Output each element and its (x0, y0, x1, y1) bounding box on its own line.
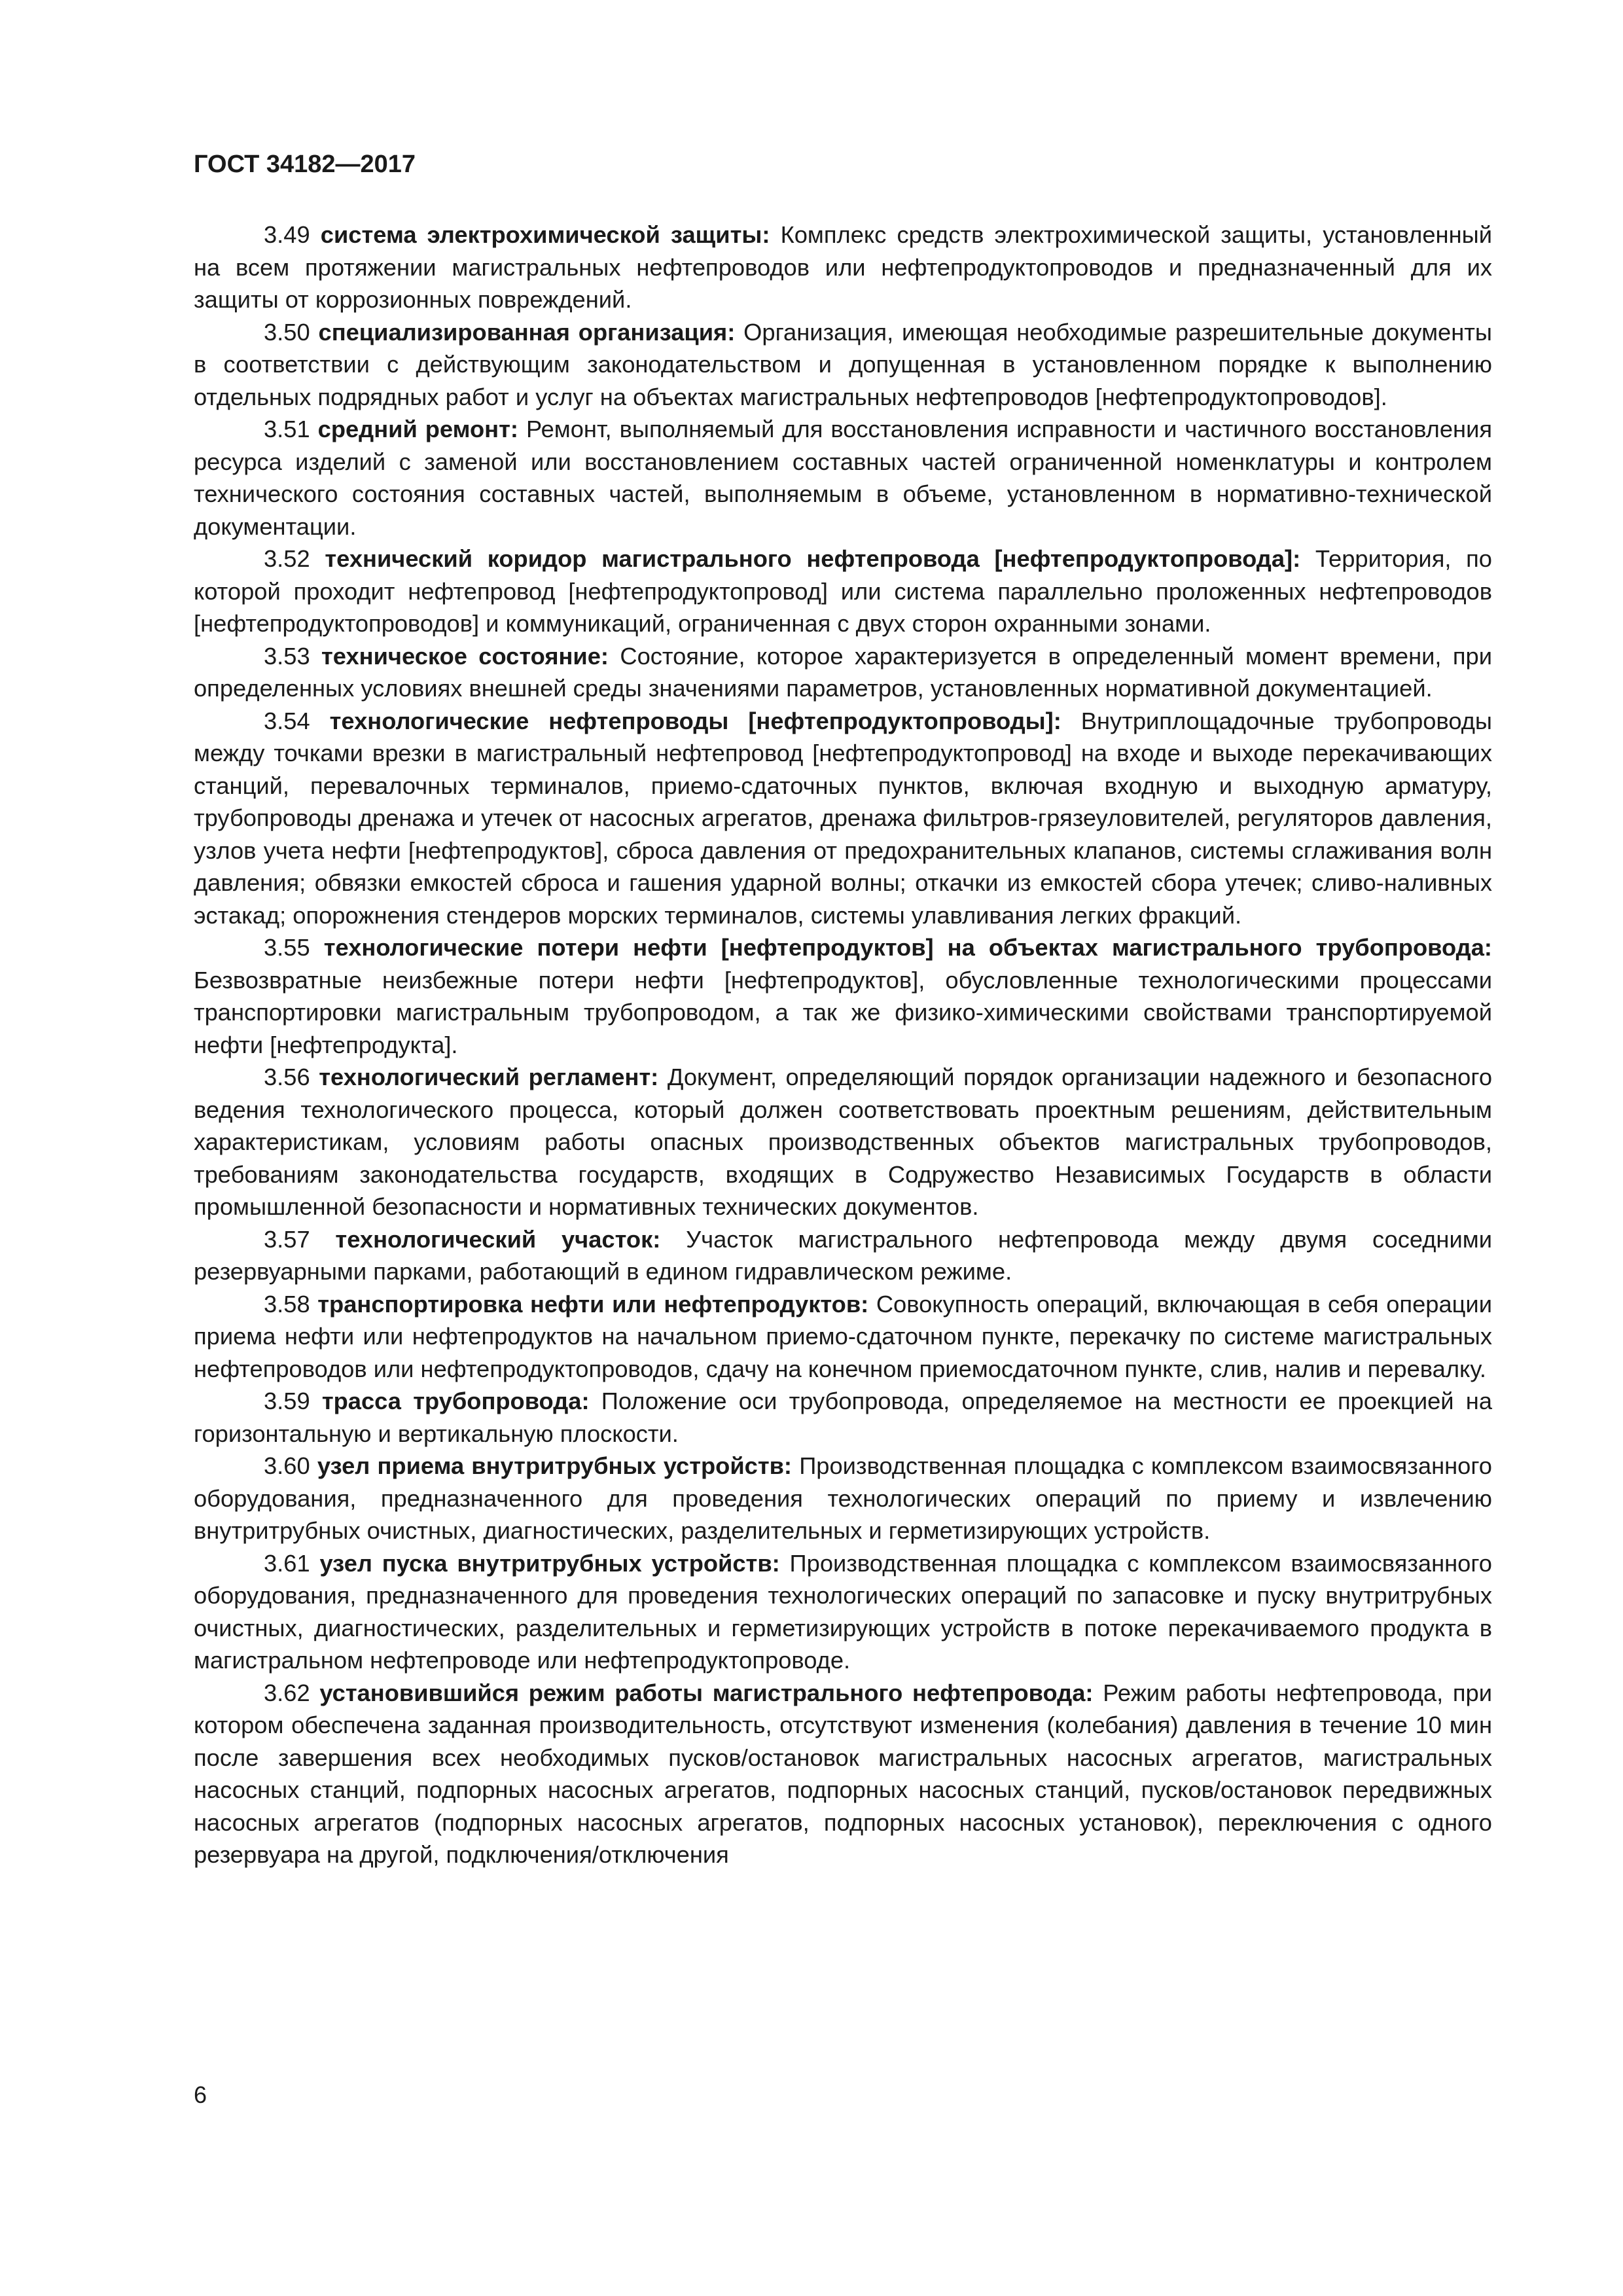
entry-text: Состояние, которое характеризуется в определенный момент времени, при определенных условиях внешней среды значениями параметров, установленных нормативной документацией. (194, 642, 1492, 702)
entry-number: 3.61 (264, 1549, 310, 1577)
entry-term: специализированная организация: (318, 318, 736, 346)
entry-term: технический коридор магистрального нефтепровода [нефтепродуктопровода]: (325, 545, 1301, 572)
definition-entry (194, 316, 1492, 414)
entry-text: Производственная площадка с комплексом взаимосвязанного оборудования, предназначенного для проведения технологических операций по приему и извлечению внутритрубных очистных, диагностических, разделительных и герметизирующих устройств. (194, 1452, 1492, 1544)
entry-number: 3.57 (264, 1225, 310, 1253)
standard-header: ГОСТ 34182—2017 (194, 151, 416, 178)
entry-term: технологический регламент: (319, 1064, 659, 1090)
definition-entry (194, 1450, 1492, 1547)
definition-entry (194, 1677, 1492, 1871)
definition-entry (194, 640, 1492, 705)
entry-term: технологические нефтепроводы [нефтепродуктопроводы]: (329, 707, 1061, 734)
entry-number: 3.50 (264, 318, 310, 346)
entry-number: 3.55 (264, 934, 310, 961)
entry-text: Участок магистрального нефтепровода между двумя соседними резервуарными парками, работающий в едином гидравлическом режиме. (194, 1225, 1492, 1285)
entry-text: Положение оси трубопровода, определяемое на местности ее проекцией на горизонтальную и вертикальную плоскости. (194, 1388, 1493, 1447)
entry-text: Документ, определяющий порядок организации надежного и безопасного ведения технологического процесса, который должен соответствовать проектным решениям, действительным характеристикам, условиям работы опасных производственных объектов магистральных трубопроводов, требованиям законодательства государств, входящих в Содружество Независимых Государств в области промышленной безопасности и нормативных технических документов. (194, 1064, 1492, 1220)
page-number: 6 (194, 2081, 207, 2108)
entry-text: Ремонт, выполняемый для восстановления исправности и частичного восстановления ресурса изделий с заменой или восстановлением составных частей ограниченной номенклатуры и контролем технического состояния составных частей, выполняемым в объеме, установленном в нормативно-технической документации. (194, 416, 1492, 540)
definition-entry (194, 543, 1492, 640)
definition-entry (194, 1288, 1492, 1386)
definition-entry (194, 705, 1492, 932)
entry-text: Производственная площадка с комплексом взаимосвязанного оборудования, предназначенного для проведения технологических операций по запасовке и пуску внутритрубных очистных, диагностических, разделительных и герметизирующих устройств в потоке перекачиваемого продукта в магистральном нефтепроводе или нефтепродуктопроводе. (194, 1549, 1492, 1674)
entry-text: Режим работы нефтепровода, при котором обеспечена заданная производительность, отсутствуют изменения (колебания) давления в течение 10 мин после завершения всех необходимых пусков/остановок магистральных насосных агрегатов, магистральных насосных станций, подпорных насосных агрегатов, подпорных насосных станций, пусков/остановок передвижных насосных агрегатов (подпорных насосных агрегатов, подпорных насосных установок), переключения с одного резервуара на другой, подключения/отключения (194, 1679, 1493, 1868)
entry-term: транспортировка нефти или нефтепродуктов: (317, 1290, 869, 1318)
entry-term: трасса трубопровода: (321, 1388, 590, 1414)
entry-text: Организация, имеющая необходимые разрешительные документы в соответствии с действующим законодательством и допущенная в установленном порядке к выполнению отдельных подрядных работ и услуг на объектах магистральных нефтепроводов [нефтепродуктопроводов]. (194, 318, 1492, 410)
entry-text: Территория, по которой проходит нефтепровод [нефтепродуктопровод] или система параллельно проложенных нефтепроводов [нефтепродуктопроводов] и коммуникаций, ограниченная с двух сторон охранными зонами. (194, 545, 1492, 637)
entry-number: 3.62 (264, 1679, 310, 1706)
definition-entry (194, 413, 1492, 543)
entry-number: 3.58 (264, 1290, 310, 1318)
entry-term: система электрохимической защиты: (320, 221, 770, 248)
entry-text: Комплекс средств электрохимической защиты, установленный на всем протяжении магистральных нефтепроводов или нефтепродуктопроводов и предназначенный для их защиты от коррозионных повреждений. (194, 221, 1492, 313)
entry-number: 3.49 (264, 221, 310, 248)
entry-term: узел пуска внутритрубных устройств: (319, 1549, 780, 1577)
entry-number: 3.52 (264, 545, 310, 572)
entry-number: 3.53 (264, 642, 310, 670)
entry-term: узел приема внутритрубных устройств: (317, 1452, 793, 1479)
entry-text: Внутриплощадочные трубопроводы между точками врезки в магистральный нефтепровод [нефтепродуктопровод] на входе и выходе перекачивающих станций, перевалочных терминалов, приемо-сдаточных пунктов, включая входную и выходную арматуру, трубопроводы дренажа и утечек от насосных агрегатов, дренажа фильтров-грязеуловителей, регуляторов давления, узлов учета нефти [нефтепродуктов], сброса давления от предохранительных клапанов, системы сглаживания волн давления; обвязки емкостей сброса и гашения ударной волны; откачки из емкостей сбора утечек; сливо-наливных эстакад; опорожнения стендеров морских терминалов, системы улавливания легких фракций. (194, 707, 1492, 929)
definitions-list (194, 219, 1492, 1871)
definition-entry (194, 219, 1492, 316)
entry-number: 3.56 (264, 1064, 310, 1090)
entry-term: средний ремонт: (317, 416, 518, 442)
entry-term: техническое состояние: (321, 642, 609, 670)
entry-number: 3.59 (264, 1388, 310, 1414)
entry-number: 3.51 (264, 416, 310, 442)
entry-term: технологический участок: (335, 1225, 661, 1253)
definition-entry (194, 931, 1492, 1061)
entry-term: технологические потери нефти [нефтепродуктов] на объектах магистрального трубопровода: (323, 934, 1492, 961)
entry-text: Безвозвратные неизбежные потери нефти [нефтепродуктов], обусловленные технологическими процессами транспортировки магистральным трубопроводом, а так же физико-химическими свойствами транспортируемой нефти [нефтепродукта]. (194, 966, 1492, 1058)
entry-number: 3.54 (264, 707, 310, 734)
definition-entry (194, 1547, 1492, 1677)
entry-number: 3.60 (264, 1452, 310, 1479)
definition-entry (194, 1061, 1492, 1223)
entry-term: установившийся режим работы магистрального нефтепровода: (319, 1679, 1094, 1706)
definition-entry (194, 1223, 1492, 1288)
definition-entry (194, 1385, 1492, 1450)
entry-text: Совокупность операций, включающая в себя операции приема нефти или нефтепродуктов на начальном приемо-сдаточном пункте, перекачку по системе магистральных нефтепроводов или нефтепродуктопроводов, сдачу на конечном приемосдаточном пункте, слив, налив и перевалку. (194, 1290, 1492, 1382)
